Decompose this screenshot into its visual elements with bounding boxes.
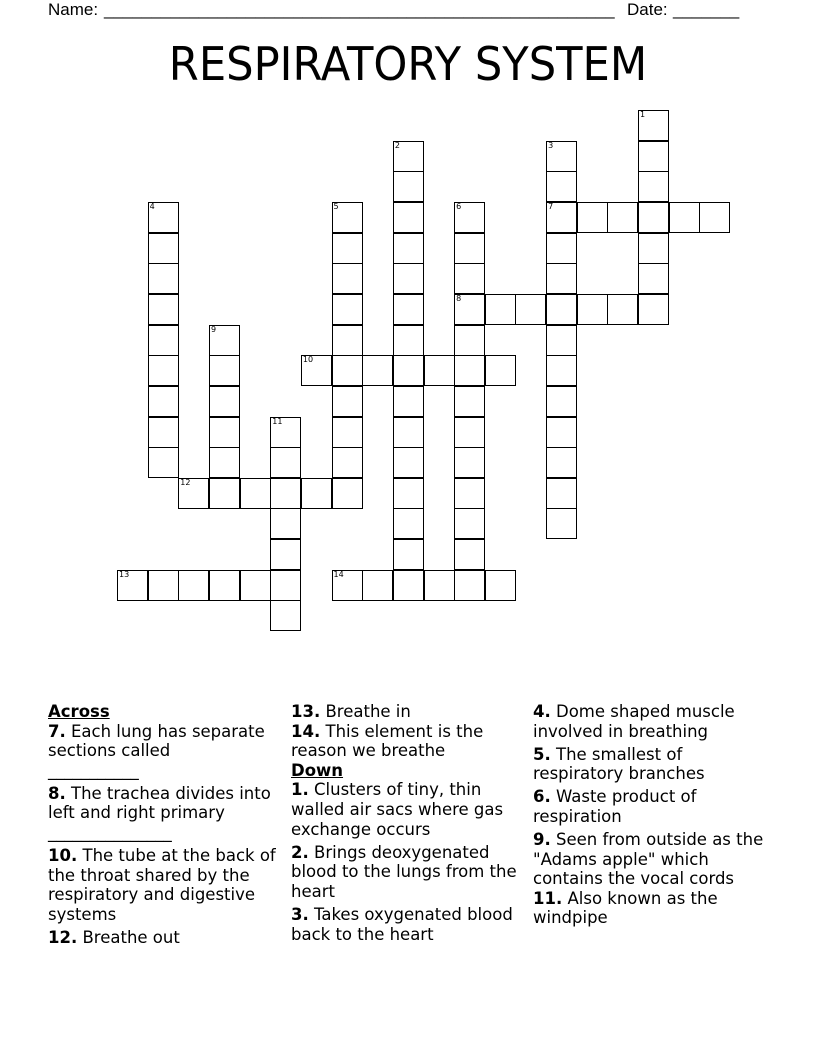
crossword-cell[interactable]: [209, 478, 240, 509]
crossword-cell[interactable]: [270, 539, 301, 570]
clue-down-6: 6. Waste product of respiration: [533, 787, 697, 826]
crossword-cell[interactable]: [454, 202, 485, 233]
name-line[interactable]: ______________________________________________________: [104, 0, 615, 19]
crossword-cell[interactable]: [393, 386, 424, 417]
crossword-cell[interactable]: [546, 233, 577, 264]
clue-across-12: 12. Breathe out: [48, 928, 180, 948]
crossword-cell[interactable]: [546, 141, 577, 172]
crossword-cell[interactable]: [424, 355, 455, 386]
crossword-cell[interactable]: [270, 570, 301, 601]
crossword-cell[interactable]: [454, 355, 485, 386]
clues-column-3: [533, 702, 771, 932]
crossword-cell[interactable]: [669, 202, 700, 233]
crossword-cell[interactable]: [393, 141, 424, 172]
crossword-cell[interactable]: [209, 447, 240, 478]
name-label: Name:: [48, 0, 99, 19]
crossword-cell[interactable]: [638, 294, 669, 325]
crossword-cell[interactable]: [148, 570, 179, 601]
clue-number: 12: [180, 477, 191, 487]
crossword-cell[interactable]: [332, 202, 363, 233]
clue-down-11: 11. Also known as the windpipe: [533, 888, 718, 928]
clue-number: 4: [149, 201, 155, 211]
clue-down-9: 9. Seen from outside as the "Adams apple" which contains the vocal cords: [533, 830, 764, 889]
crossword-cell[interactable]: [454, 386, 485, 417]
crossword-cell[interactable]: [638, 141, 669, 172]
crossword-cell[interactable]: [178, 478, 209, 509]
crossword-cell[interactable]: [393, 539, 424, 570]
crossword-cell[interactable]: [393, 325, 424, 356]
clue-across-7: 7. Each lung has separate sections called ___________: [48, 721, 265, 780]
clue-number: 2: [394, 140, 400, 150]
clue-number: 9: [210, 324, 217, 334]
clue-down-5: 5. The smallest of respiratory branches: [533, 744, 705, 784]
crossword-cell[interactable]: [393, 355, 424, 386]
crossword-cell[interactable]: [332, 386, 363, 417]
crossword-cell[interactable]: [485, 355, 516, 386]
crossword-cell[interactable]: [546, 263, 577, 294]
crossword-cell[interactable]: [577, 202, 608, 233]
crossword-cell[interactable]: [546, 325, 577, 356]
crossword-cell[interactable]: [148, 386, 179, 417]
clue-down-1: 1. Clusters of tiny, thin walled air sacs where gas exchange occurs: [291, 780, 504, 839]
crossword-cell[interactable]: [454, 233, 485, 264]
crossword-cell[interactable]: [546, 171, 577, 202]
crossword-cell[interactable]: [270, 478, 301, 509]
clue-down-4: 4. Dome shaped muscle involved in breathing: [533, 702, 735, 741]
clue-down-3: 3. Takes oxygenated blood back to the heart: [291, 904, 513, 944]
crossword-cell[interactable]: [454, 417, 485, 448]
crossword-cell[interactable]: [148, 233, 179, 264]
crossword-cell[interactable]: [638, 202, 669, 233]
clue-number: 5: [333, 201, 339, 211]
crossword-cell[interactable]: [546, 294, 577, 325]
crossword-cell[interactable]: [270, 447, 301, 478]
date-line[interactable]: _______: [673, 0, 740, 19]
across-heading: Across: [48, 702, 110, 721]
date-label: Date:: [627, 0, 668, 19]
down-heading: Down: [291, 760, 344, 780]
clue-number: 3: [548, 140, 554, 150]
crossword-cell[interactable]: [699, 202, 730, 233]
crossword-cell[interactable]: [546, 447, 577, 478]
crossword-cell[interactable]: [393, 417, 424, 448]
crossword-cell[interactable]: [454, 539, 485, 570]
clue-number: 6: [456, 201, 462, 211]
crossword-cell[interactable]: [270, 417, 301, 448]
crossword-cell[interactable]: [148, 202, 179, 233]
crossword-cell[interactable]: [454, 478, 485, 509]
crossword-cell[interactable]: [209, 570, 240, 601]
clue-across-13: 13. Breathe in: [291, 702, 411, 721]
clue-number: 1: [640, 110, 646, 119]
crossword-cell[interactable]: [454, 570, 485, 601]
crossword-cell[interactable]: [638, 110, 669, 141]
crossword-cell[interactable]: [454, 447, 485, 478]
crossword-cell[interactable]: [546, 417, 577, 448]
crossword-cell[interactable]: [332, 233, 363, 264]
crossword-cell[interactable]: [209, 386, 240, 417]
crossword-cell[interactable]: [148, 294, 179, 325]
crossword-cell[interactable]: [332, 325, 363, 356]
clue-across-10: 10. The tube at the back of the throat shared by the respiratory and digestive systems: [48, 846, 276, 924]
crossword-cell[interactable]: [546, 478, 577, 509]
crossword-cell[interactable]: [240, 570, 271, 601]
crossword-cell[interactable]: [393, 294, 424, 325]
crossword-cell[interactable]: [393, 447, 424, 478]
clues-column-2: [291, 702, 529, 948]
crossword-cell[interactable]: [546, 202, 577, 233]
crossword-cell[interactable]: [117, 570, 148, 601]
clue-number: 8: [456, 293, 462, 303]
crossword-cell[interactable]: [301, 355, 332, 386]
crossword-cell[interactable]: [546, 355, 577, 386]
crossword-cell[interactable]: [546, 386, 577, 417]
crossword-cell[interactable]: [454, 294, 485, 325]
crossword-cell[interactable]: [546, 508, 577, 539]
crossword-cell[interactable]: [240, 478, 271, 509]
clue-number: 13: [119, 569, 130, 579]
clue-number: 14: [333, 569, 344, 579]
crossword-cell[interactable]: [270, 508, 301, 539]
page-title: RESPIRATORY SYSTEM: [168, 37, 648, 91]
crossword-cell[interactable]: [332, 570, 363, 601]
crossword-cell[interactable]: [454, 325, 485, 356]
crossword-cell[interactable]: [454, 263, 485, 294]
crossword-cell[interactable]: [485, 570, 516, 601]
clue-number: 11: [272, 416, 283, 426]
clue-number: 7: [548, 201, 554, 211]
crossword-cell[interactable]: [485, 294, 516, 325]
crossword-cell[interactable]: [362, 355, 393, 386]
crossword-cell[interactable]: [332, 294, 363, 325]
crossword-cell[interactable]: [393, 202, 424, 233]
crossword-cell[interactable]: [638, 233, 669, 264]
crossword-cell[interactable]: [209, 355, 240, 386]
crossword-cell[interactable]: [148, 325, 179, 356]
clues-column-1: [48, 702, 286, 951]
crossword-cell[interactable]: [148, 355, 179, 386]
crossword-cell[interactable]: [209, 417, 240, 448]
crossword-cell[interactable]: [577, 294, 608, 325]
crossword-cell[interactable]: [393, 171, 424, 202]
crossword-cell[interactable]: [393, 263, 424, 294]
crossword-cell[interactable]: [270, 600, 301, 631]
crossword-cell[interactable]: [393, 570, 424, 601]
clue-number: 10: [302, 355, 314, 365]
crossword-cell[interactable]: [638, 171, 669, 202]
crossword-cell[interactable]: [393, 508, 424, 539]
crossword-cell[interactable]: [332, 447, 363, 478]
crossword-cell[interactable]: [148, 447, 179, 478]
crossword-cell[interactable]: [393, 233, 424, 264]
crossword-cell[interactable]: [178, 570, 209, 601]
clue-across-8: 8. The trachea divides into left and right primary _______________: [48, 783, 271, 843]
crossword-cell[interactable]: [209, 325, 240, 356]
crossword-cell[interactable]: [393, 478, 424, 509]
crossword-cell[interactable]: [515, 294, 546, 325]
crossword-cell[interactable]: [607, 294, 638, 325]
crossword-cell[interactable]: [301, 478, 332, 509]
crossword-cell[interactable]: [424, 570, 455, 601]
crossword-cell[interactable]: [638, 263, 669, 294]
crossword-cell[interactable]: [332, 417, 363, 448]
crossword-cell[interactable]: [607, 202, 638, 233]
clue-down-2: 2. Brings deoxygenated blood to the lungs from the heart: [291, 842, 517, 901]
clue-across-14: 14. This element is the reason we breathe: [291, 721, 484, 761]
crossword-cell[interactable]: [148, 263, 179, 294]
crossword-cell[interactable]: [148, 417, 179, 448]
crossword-cell[interactable]: [332, 478, 363, 509]
crossword-cell[interactable]: [332, 263, 363, 294]
crossword-cell[interactable]: [454, 508, 485, 539]
crossword-cell[interactable]: [332, 355, 363, 386]
crossword-cell[interactable]: [362, 570, 393, 601]
